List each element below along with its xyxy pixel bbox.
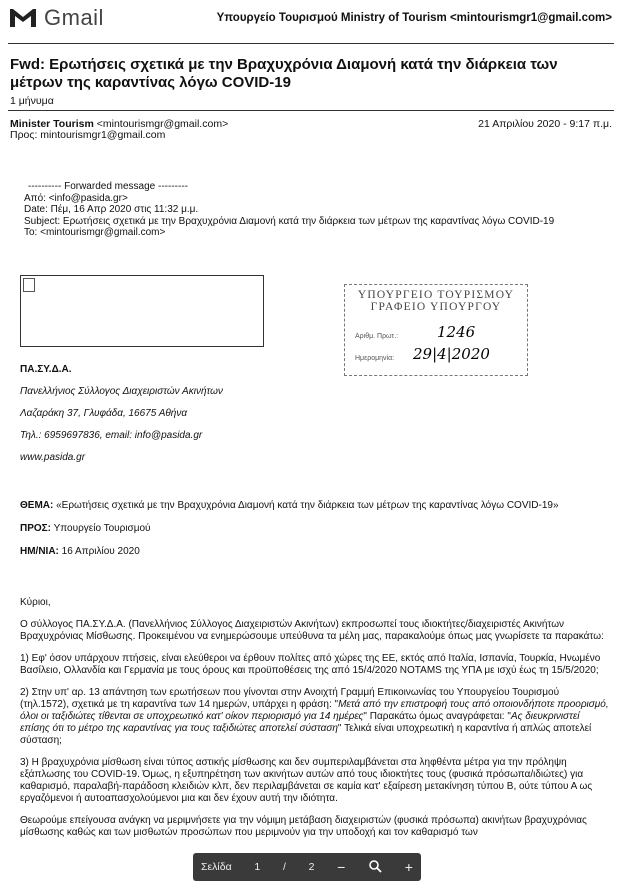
letter-meta xyxy=(20,500,610,558)
theme-text: «Ερωτήσεις σχετικά με την Βραχυχρόνια Διαμονή κατά την διάρκεια των μέτρων της καραντίνας λόγω COVID-19» xyxy=(53,500,559,511)
date-text: 16 Απριλίου 2020 xyxy=(58,546,140,557)
forwarded-subject: Subject: Ερωτήσεις σχετικά με την Βραχυχρόνια Διαμονή κατά την διάρκεια των μέτρων της καραντίνας λόγω COVID-19 xyxy=(24,215,555,227)
to-label: ΠΡΟΣ: xyxy=(20,523,52,534)
from-name: Minister Tourism xyxy=(10,118,94,130)
letter-theme xyxy=(20,500,610,512)
subject-divider xyxy=(8,110,614,111)
forwarded-separator: ---------- Forwarded message --------- xyxy=(28,181,188,192)
message-count: 1 μήνυμα xyxy=(10,95,54,107)
from-email: <mintourismgr@gmail.com> xyxy=(96,118,229,130)
magnifier-icon[interactable] xyxy=(368,859,382,876)
stamp-line1: ΥΠΟΥΡΓΕΙΟ ΤΟΥΡΙΣΜΟΥ xyxy=(357,289,515,301)
sender-contact: Τηλ.: 6959697836, email: info@pasida.gr xyxy=(20,430,203,441)
zoom-in-button[interactable]: + xyxy=(404,859,413,875)
forwarded-to: To: <mintourismgr@gmail.com> xyxy=(24,227,166,238)
broken-image-icon xyxy=(23,278,35,292)
stamp-date-label: Ημερομηνία: xyxy=(355,355,395,362)
paragraph-3: 2) Στην υπ' αρ. 13 απάντηση των ερωτήσεων που γίνονται στην Ανοιχτή Γραμμή Επικοινωνίας του Υπουργείου Τουρισμού (τηλ.1572), σχετικά με τη καραντίνα των 14 ημερών, υπάρχει η φράση: "Μετά από την επιστροφή τους από οποιονδήποτε προορισμό, όλοι οι ταξιδιώτες τίθενται σε υποχρεωτικό κατ' οίκον περιορισμό για 14 ημέρες" Παρακάτω όμως αναγράφεται: "Ας διευκρινιστεί επίσης ότι το μέτρο της καραντίνας για τους ταξιδιώτες αποτελεί σύσταση" Τελικά είναι υποχρεωτική η καραντίνα ή απλώς αποτελεί σύσταση; xyxy=(20,687,609,746)
stamp-line2: ΓΡΑΦΕΙΟ ΥΠΟΥΡΓΟΥ xyxy=(370,301,502,313)
date-label: ΗΜ/ΝΙΑ: xyxy=(20,546,59,557)
stamp-date-value: 29|4|2020 xyxy=(413,345,490,363)
paragraph-4: 3) Η βραχυχρόνια μίσθωση είναι τύπος αστικής μίσθωσης και δεν συμπεριλαμβάνεται στα ληφθέντα μέτρα για την πρόληψη εξάπλωσης του COVID-19. Όμως, η εξυπηρέτηση των ακινήτων αυτών από τους ιδιοκτήτες τους (φυσικά πρόσωπα/ιδιώτες) για καθαρισμό, παραλαβή-παράδοση κλειδιών κλπ, δεν περιλαμβάνεται σε καμία κατ' εξαίρεση μετακίνηση τύπου Β, ούτε τύπου Α ως εργαζόμενοι ή αυτοαπασχολούμενοι μια και δεν έχουν αυτή την ιδιότητα. xyxy=(20,757,593,804)
stamp-number-value: 1246 xyxy=(437,323,476,341)
stamp-number-label: Αριθμ. Πρωτ.: xyxy=(355,333,399,340)
sender-org: ΠΑ.ΣΥ.Δ.Α. xyxy=(20,364,72,375)
broken-image-placeholder xyxy=(20,275,264,347)
forwarded-date: Date: Πέμ, 16 Απρ 2020 στις 11:32 μ.μ. xyxy=(24,204,199,215)
account-label: Υπουργείο Τουρισμού Ministry of Tourism <mintourismgr1@gmail.com> xyxy=(216,12,612,24)
letter-to xyxy=(20,523,610,535)
paragraph-5: Θεωρούμε επείγουσα ανάγκη να μεριμνήσετε για την νόμιμη μετάβαση διαχειριστών (φυσικά πρόσωπα) ακινήτων βραχυχρόνιας μίσθωσης καθώς και των μισθωτών προσώπων που μεριμνούν για την υποδοχή και τον καθαρισμό των xyxy=(20,815,587,838)
greeting: Κύριοι, xyxy=(20,597,51,608)
letter-body xyxy=(20,597,610,849)
page-label: Σελίδα xyxy=(201,861,232,873)
thread-subject: Fwd: Ερωτήσεις σχετικά με την Βραχυχρόνια Διαμονή κατά την διάρκεια των μέτρων της καραντίνας λόγω COVID-19 xyxy=(10,56,558,91)
message-date: 21 Απριλίου 2020 - 9:17 π.μ. xyxy=(478,118,612,130)
gmail-logo xyxy=(8,5,104,31)
message-to: Προς: mintourismgr1@gmail.com xyxy=(10,129,166,141)
current-page[interactable]: 1 xyxy=(254,861,261,873)
total-pages: 2 xyxy=(308,861,315,873)
forwarded-header xyxy=(24,181,554,239)
zoom-out-button[interactable]: − xyxy=(337,859,346,875)
to-text: Υπουργείο Τουρισμού xyxy=(51,523,151,534)
paragraph-2: 1) Εφ' όσον υπάρχουν πτήσεις, είναι ελεύθεροι να έρθουν πολίτες από χώρες της ΕΕ, εκτός από Ιταλία, Ισπανία, Τουρκία, Ηνωμένο Βασίλειο, Ολλανδία και Γερμανία με τους όρους και προϋποθέσεις της από 15/4/2020 NOTAMS της ΥΠΑ με ισχύ έως τη 15/5/2020; xyxy=(20,653,601,676)
paragraph-1: Ο σύλλογος ΠΑ.ΣΥ.Δ.Α. (Πανελλήνιος Σύλλογος Διαχειριστών Ακινήτων) εκπροσωπεί τους ιδιοκτήτες/διαχειριστές Ακινήτων Βραχυχρόνιας Μίσθωσης. Προκειμένου να ενημερώσουμε υπεύθυνα τα μέλη μας, παρακαλούμε όπως μας γνωρίσετε τα παρακάτω: xyxy=(20,619,604,642)
header-divider xyxy=(8,43,614,44)
sender-address: Λαζαράκη 37, Γλυφάδα, 16675 Αθήνα xyxy=(20,408,188,419)
letter-date xyxy=(20,546,610,558)
sender-name: Πανελλήνιος Σύλλογος Διαχειριστών Ακινήτων xyxy=(20,386,223,397)
registry-stamp xyxy=(344,284,528,376)
sender-web: www.pasida.gr xyxy=(20,452,86,463)
sender-block xyxy=(20,364,223,463)
forwarded-from: Από: <info@pasida.gr> xyxy=(24,192,128,204)
gmail-logo-text: Gmail xyxy=(44,5,104,30)
pdf-viewer-toolbar xyxy=(193,853,421,881)
gmail-envelope-icon xyxy=(8,6,38,30)
page-separator: / xyxy=(282,861,286,873)
theme-label: ΘΕΜΑ: xyxy=(20,500,54,511)
